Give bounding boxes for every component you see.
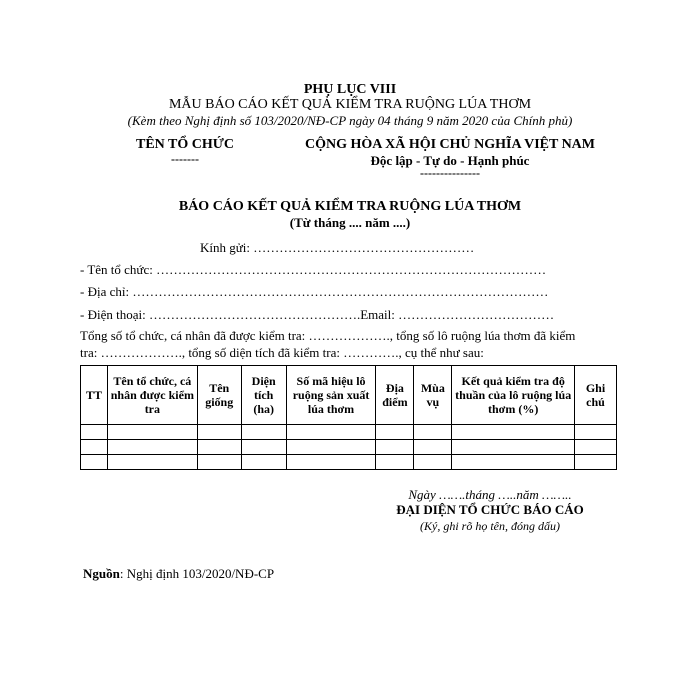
signer-title: ĐẠI DIỆN TỔ CHỨC BÁO CÁO <box>396 502 584 517</box>
nation-title: CỘNG HÒA XÃ HỘI CHỦ NGHĨA VIỆT NAM <box>304 137 595 152</box>
recipient-field: Kính gửi: …………………………………………… <box>200 240 475 255</box>
table-cell[interactable] <box>376 440 414 455</box>
table-cell[interactable] <box>81 425 108 440</box>
organization-name-label: TÊN TỔ CHỨC <box>135 137 234 152</box>
signature-date-line: Ngày …….tháng …..năm …….. <box>408 487 572 502</box>
report-title: BÁO CÁO KẾT QUẢ KIỂM TRA RUỘNG LÚA THƠM <box>178 199 522 214</box>
phone-email-field: - Điện thoại: ………………………………………….Email: ……………………………… <box>80 307 555 322</box>
table-cell[interactable] <box>452 455 575 470</box>
table-cell[interactable] <box>81 455 108 470</box>
table-row <box>81 455 617 470</box>
header-organization: Tên tổ chức, cá nhân được kiểm tra <box>107 366 197 425</box>
table-cell[interactable] <box>107 455 197 470</box>
source-label: Nguồn <box>83 566 120 581</box>
table-cell[interactable] <box>81 440 108 455</box>
table-cell[interactable] <box>452 440 575 455</box>
header-location: Địa điểm <box>376 366 414 425</box>
source-text: : Nghị định 103/2020/NĐ-CP <box>119 566 275 581</box>
table-cell[interactable] <box>241 440 286 455</box>
table-cell[interactable] <box>575 425 617 440</box>
form-title: MẪU BÁO CÁO KẾT QUẢ KIỂM TRA RUỘNG LÚA THƠM <box>168 97 532 112</box>
table-cell[interactable] <box>376 455 414 470</box>
table-cell[interactable] <box>241 455 286 470</box>
summary-line-1: Tổng số tổ chức, cá nhân đã được kiểm tra: ………………., tổng số lô ruộng lúa thơm đã kiểm <box>80 328 576 343</box>
organization-divider: ------- <box>171 152 199 166</box>
source-note <box>83 566 274 582</box>
header-area: Diện tích (ha) <box>241 366 286 425</box>
report-period: (Từ tháng .... năm ....) <box>289 215 411 230</box>
header-purity-result: Kết quả kiểm tra độ thuần của lô ruộng lúa thơm (%) <box>452 366 575 425</box>
table-cell[interactable] <box>376 425 414 440</box>
header-season: Mùa vụ <box>414 366 452 425</box>
table-cell[interactable] <box>241 425 286 440</box>
header-tt: TT <box>81 366 108 425</box>
header-lot-code: Số mã hiệu lô ruộng sản xuất lúa thơm <box>286 366 376 425</box>
summary-line-2: tra: ………………., tổng số diện tích đã kiểm tra: …………., cụ thể như sau: <box>80 345 484 360</box>
table-cell[interactable] <box>286 440 376 455</box>
table-cell[interactable] <box>197 455 241 470</box>
table-cell[interactable] <box>197 425 241 440</box>
nation-divider: --------------- <box>420 166 480 180</box>
address-field: - Địa chỉ: …………………………………………………………………………………… <box>80 284 549 299</box>
table-cell[interactable] <box>414 455 452 470</box>
table-cell[interactable] <box>107 425 197 440</box>
header-notes: Ghi chú <box>575 366 617 425</box>
table-row <box>81 425 617 440</box>
signer-note: (Ký, ghi rõ họ tên, đóng dấu) <box>420 519 560 533</box>
table-cell[interactable] <box>414 440 452 455</box>
form-subtitle: (Kèm theo Nghị định số 103/2020/NĐ-CP ngày 04 tháng 9 năm 2020 của Chính phủ) <box>127 113 573 128</box>
header-variety: Tên giống <box>197 366 241 425</box>
appendix-title: PHỤ LỤC VIII <box>303 82 397 97</box>
table-cell[interactable] <box>414 425 452 440</box>
table-header-row <box>81 366 617 425</box>
nation-motto: Độc lập - Tự do - Hạnh phúc <box>370 153 530 168</box>
table-cell[interactable] <box>575 455 617 470</box>
table-cell[interactable] <box>286 455 376 470</box>
inspection-results-table <box>80 365 617 470</box>
table-cell[interactable] <box>107 440 197 455</box>
table-cell[interactable] <box>197 440 241 455</box>
organization-name-field: - Tên tổ chức: ……………………………………………………………………………… <box>80 262 547 277</box>
table-cell[interactable] <box>575 440 617 455</box>
table-cell[interactable] <box>452 425 575 440</box>
table-cell[interactable] <box>286 425 376 440</box>
table-row <box>81 440 617 455</box>
